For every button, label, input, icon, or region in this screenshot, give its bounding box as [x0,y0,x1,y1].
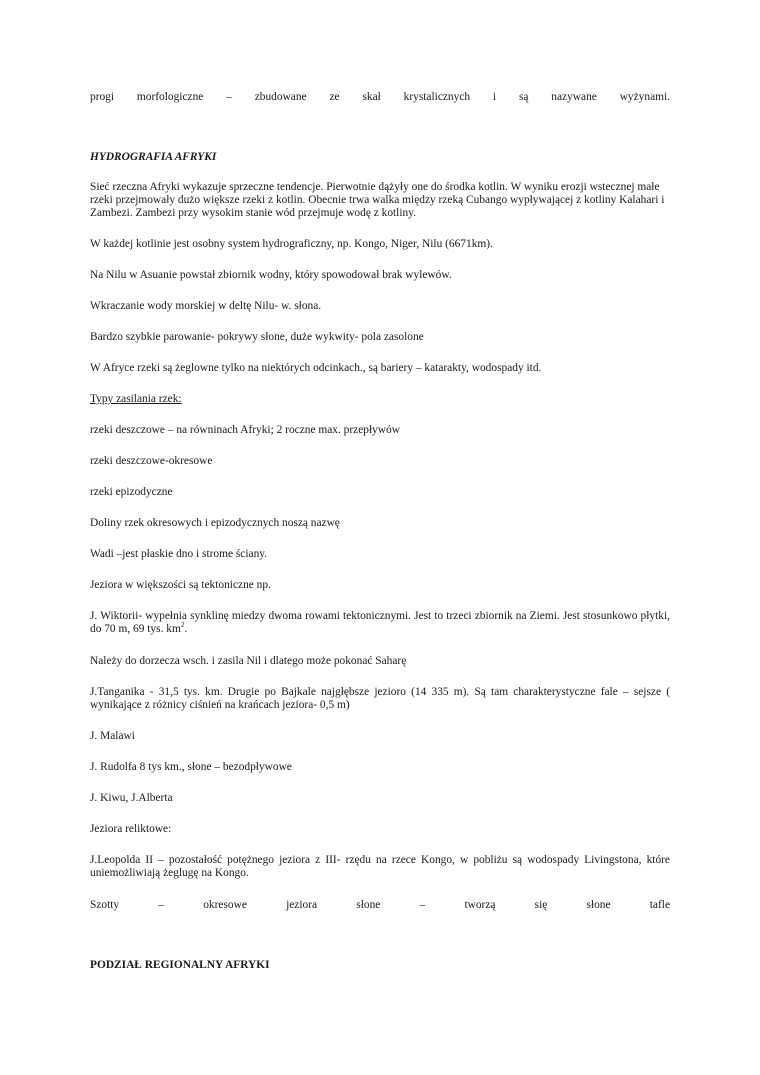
paragraph-kiwu: J. Kiwu, J.Alberta [90,792,173,804]
paragraph-malawi: J. Malawi [90,730,135,742]
subheading-typy-zasilania: Typy zasilania rzek: [90,393,182,405]
paragraph-jeziora-reliktowe: Jeziora reliktowe: [90,823,172,835]
paragraph-parowanie: Bardzo szybkie parowanie- pokrywy słone, duże wykwity- pola zasolone [90,331,424,343]
paragraph-siec-rzeczna: Sieć rzeczna Afryki wykazuje sprzeczne tendencje. Pierwotnie dążyły one do środka kotlin. W wyniku erozji wstecznej małe rzeki przejmowały dużo większe rzeki z kotlin. Obecnie trwa walka między rzeką Cubango wypływającej z kotliny Kalahari i Zambezi. Zambezi przy wysokim stanie wód przejmuje wodę z kotliny. [90,181,665,219]
paragraph-rzeki-deszczowe: rzeki deszczowe – na równinach Afryki; 2 roczne max. przepływów [90,424,400,436]
paragraph-delta-nilu: Wkraczanie wody morskiej w deltę Nilu- w. słona. [90,300,322,312]
paragraph-tanganika: J.Tanganika - 31,5 tys. km. Drugie po Bajkale najgłębsze jezioro (14 335 m). Są tam charakterystyczne fale – sejsze ( wynikające z różnicy ciśnień na krańcach jeziora- 0,5 m) [90,686,670,711]
wiktorii-superscript: 2 [180,621,185,630]
paragraph-rzeki-okresowe: rzeki deszczowe-okresowe [90,455,213,467]
paragraph-asuan: Na Nilu w Asuanie powstał zbiornik wodny, który spowodował brak wylewów. [90,269,452,281]
paragraph-doliny: Doliny rzek okresowych i epizodycznych noszą nazwę [90,517,340,529]
paragraph-wiktorii [90,610,670,636]
paragraph-progi: progi morfologiczne – zbudowane ze skał krystalicznych i są nazywane wyżynami. [90,91,670,103]
heading-podzial-regionalny: PODZIAŁ REGIONALNY AFRYKI [90,959,270,971]
paragraph-zeglowne: W Afryce rzeki są żeglowne tylko na niektórych odcinkach., są bariery – katarakty, wodospady itd. [90,362,542,374]
paragraph-szotty: Szotty – okresowe jeziora słone – tworzą się słone tafle [90,899,670,911]
paragraph-kotliny: W każdej kotlinie jest osobny system hydrograficzny, np. Kongo, Niger, Nilu (6671km). [90,238,493,250]
paragraph-rzeki-epizodyczne: rzeki epizodyczne [90,486,173,498]
wiktorii-text: J. Wiktorii- wypełnia synklinę miedzy dwoma rowami tektonicznymi. Jest to trzeci zbiornik na Ziemi. Jest stosunkowo płytki, do 70 m, 69 tys. km [90,610,670,635]
heading-hydrografia: HYDROGRAFIA AFRYKI [90,151,217,163]
paragraph-wadi: Wadi –jest płaskie dno i strome ściany. [90,548,268,560]
paragraph-nalezy: Należy do dorzecza wsch. i zasila Nil i dlatego może pokonać Saharę [90,655,407,667]
paragraph-rudolfa: J. Rudolfa 8 tys km., słone – bezodpływowe [90,761,292,773]
paragraph-leopolda: J.Leopolda II – pozostałość potężnego jeziora z III- rzędu na rzece Kongo, w pobliżu są wodospady Livingstona, które uniemożliwiają żeglugę na Kongo. [90,854,670,879]
paragraph-jeziora-tektoniczne: Jeziora w większości są tektoniczne np. [90,579,271,591]
wiktorii-end: . [184,623,188,635]
